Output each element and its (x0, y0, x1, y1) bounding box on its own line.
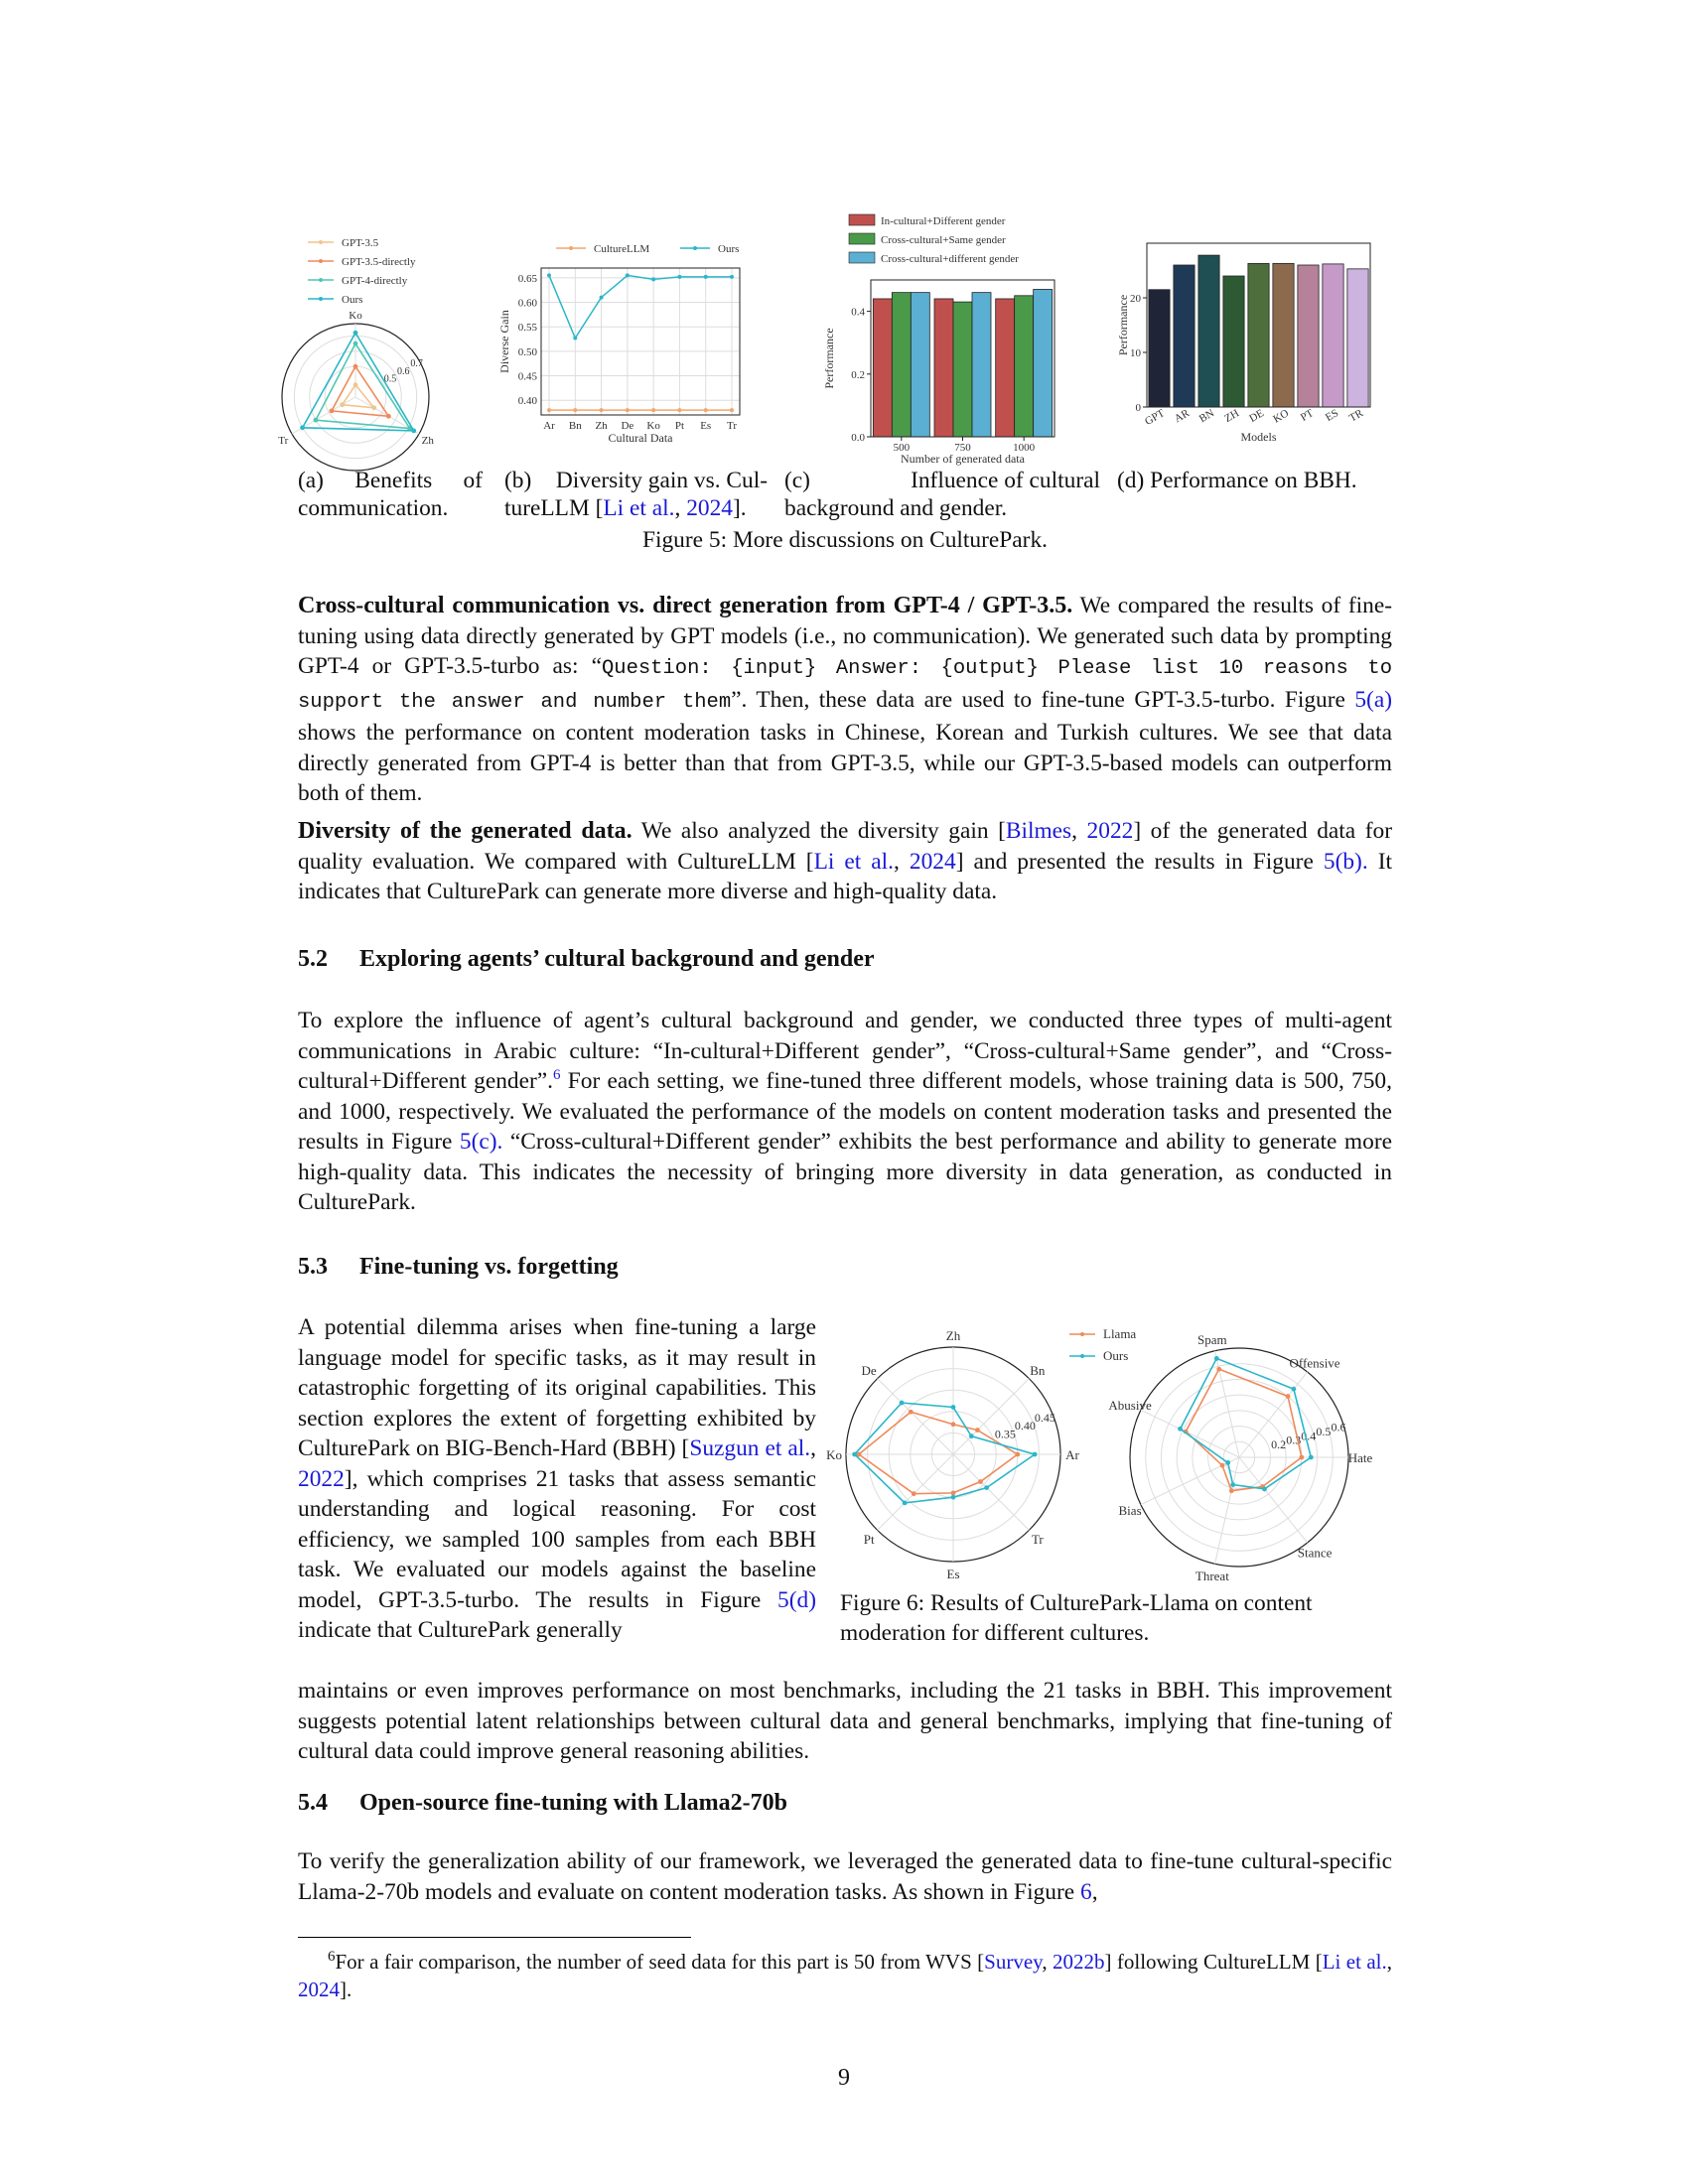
subcaption-text: Influence of cultural (911, 468, 1100, 493)
x-tick-label: BN (1196, 407, 1216, 426)
footnote-rule (298, 1937, 691, 1938)
radar-point (353, 364, 358, 369)
y-tick-label: 20 (1130, 293, 1141, 305)
radar-tick-label: 0.5 (383, 373, 397, 385)
legend-marker (693, 246, 697, 250)
x-tick-label: De (621, 420, 634, 432)
data-point (704, 408, 708, 412)
citation-separator: , (894, 848, 910, 875)
citation-year-link[interactable]: 2022b (1052, 1950, 1105, 1974)
paragraph-text: ”. Then, these data are used to fine-tune GPT-3.5-turbo. Figure (731, 686, 1355, 713)
radar-spoke (1141, 1410, 1239, 1457)
legend-swatch (849, 233, 875, 244)
x-tick-label: 500 (893, 442, 911, 454)
section-heading-5-3 (298, 1254, 619, 1281)
citation-link[interactable]: Survey (984, 1950, 1043, 1974)
citation-year-link[interactable]: 2024 (909, 848, 956, 875)
subcaption-text: background and gender. (784, 495, 1008, 521)
radar-tick-label: 0.45 (1034, 1410, 1055, 1425)
bar (1198, 255, 1219, 407)
x-tick-label: GPT (1143, 407, 1167, 428)
subcaption-text: ]. (732, 495, 747, 521)
legend-swatch (849, 252, 875, 263)
citation-year-link[interactable]: 2024 (686, 495, 733, 521)
radar-point (1262, 1487, 1267, 1492)
citation-link[interactable]: Li et al. (813, 848, 895, 875)
subcaption-5d (1117, 467, 1405, 494)
paragraph-text: For each setting, we fine-tuned three different models, whose training data is 500, 750, and 1000, respectively. We evaluated the performance of the models on content moderation tasks and presented the results in Figure (298, 1068, 1392, 1155)
section-heading-5-2 (298, 946, 875, 973)
radar-axis-label: Es (946, 1567, 960, 1581)
radar-point (1299, 1455, 1304, 1460)
radar-axis-label: Hate (1347, 1450, 1373, 1465)
footnote (298, 1948, 1392, 2003)
radar-axis-label: Spam (1197, 1332, 1227, 1348)
legend-label: Ours (1103, 1348, 1129, 1363)
radar-point (386, 414, 391, 419)
citation-year-link[interactable]: 2024 (298, 1978, 340, 2001)
paragraph-diversity (298, 816, 1392, 907)
y-tick-label: 0 (1135, 402, 1141, 414)
citation-year-link[interactable]: 2022 (298, 1465, 345, 1492)
bar (1034, 289, 1053, 437)
radar-axis-label: Bias (1118, 1502, 1142, 1518)
citation-separator: , (810, 1435, 816, 1461)
citation-link[interactable]: Bilmes (1005, 818, 1072, 844)
bar (1223, 276, 1244, 407)
citation-link[interactable]: Suzgun et al. (689, 1435, 811, 1461)
radar-axis-label: Tr (1031, 1531, 1044, 1547)
radar-point (353, 331, 358, 336)
legend-label: CultureLLM (594, 243, 650, 255)
y-tick-label: 10 (1130, 347, 1141, 359)
radar-point (1291, 1387, 1296, 1392)
radar-point (1216, 1367, 1221, 1372)
subcaption-label: (b) (504, 468, 532, 493)
x-tick-label: KO (1271, 407, 1291, 426)
data-point (573, 337, 577, 341)
x-tick-label: Pt (674, 420, 685, 432)
data-point (573, 408, 577, 412)
figure-6-caption: Figure 6: Results of CulturePark-Llama on content moderation for different cultures. (840, 1590, 1313, 1646)
radar-point (912, 1491, 916, 1496)
radar-point (1286, 1394, 1291, 1399)
radar-axis-label: Ar (1065, 1447, 1079, 1462)
paragraph-text: ], which comprises 21 tasks that assess semantic understanding and logical reasoning. For cost efficiency, we sampled 100 samples from each BBH task. We evaluated our models against the baseline model, GPT-3.5-turbo. The results in Figure (298, 1465, 816, 1613)
radar-tick-label: 0.35 (994, 1427, 1016, 1441)
section-title: Exploring agents’ cultural background and gender (359, 946, 875, 972)
x-tick-label: DE (1247, 407, 1266, 425)
paragraph-cross-cultural (298, 591, 1392, 809)
figure-5c-chart (819, 208, 1087, 472)
radar-point (1309, 1455, 1314, 1460)
legend-label: GPT-3.5-directly (342, 256, 416, 268)
paragraph-text: indicate that CulturePark generally (298, 1617, 623, 1643)
radar-tick-label: 0.5 (1316, 1424, 1332, 1438)
citation-link[interactable]: Li et al. (603, 495, 675, 521)
radar-point (340, 402, 345, 407)
paragraph-heading: Diversity of the generated data. (298, 818, 633, 844)
section-number: 5.2 (298, 946, 328, 972)
paragraph-text: , (1091, 1878, 1098, 1905)
paragraph-section-5-2 (298, 1006, 1392, 1218)
paragraph-text: We also analyzed the diversity gain [ (632, 818, 1006, 844)
paragraph-heading: Cross-cultural communication vs. direct generation from GPT-4 / GPT-3.5. (298, 593, 1073, 618)
x-tick-label: Ar (543, 420, 555, 432)
citation-separator: , (674, 495, 687, 521)
legend-swatch (849, 214, 875, 225)
data-point (600, 408, 604, 412)
section-title: Fine-tuning vs. forgetting (359, 1254, 619, 1280)
bar (934, 299, 953, 437)
radar-point (909, 1410, 914, 1415)
citation-separator: , (1071, 818, 1087, 844)
bar (953, 302, 972, 437)
bar (892, 293, 911, 437)
legend-marker (319, 297, 323, 301)
legend-label: Cross-cultural+Same gender (881, 234, 1006, 246)
data-point (651, 408, 655, 412)
radar-point (951, 1405, 956, 1410)
subcaption-label: (d) (1117, 468, 1145, 493)
subcaption-5b (504, 467, 768, 522)
figure-ref-5d[interactable]: 5(d) (777, 1586, 816, 1613)
bar (1298, 265, 1319, 407)
paragraph-section-5-3-wrap (298, 1312, 816, 1646)
radar-tick-label: 0.6 (397, 365, 410, 377)
subcaption-5a (298, 467, 483, 522)
plot-frame (541, 268, 740, 415)
citation-link[interactable]: Li et al. (1322, 1950, 1387, 1974)
legend-marker (319, 259, 323, 263)
data-point (730, 408, 734, 412)
page-number: 9 (838, 2065, 850, 2091)
citation-separator: , (1386, 1950, 1393, 1974)
radar-axis-label: Offensive (1289, 1355, 1340, 1371)
radar-axis-label: Bn (1030, 1363, 1046, 1379)
data-point (626, 273, 630, 277)
radar-point (852, 1452, 857, 1457)
footnote-text: ] following CultureLLM [ (1104, 1950, 1323, 1974)
x-tick-label: Tr (727, 420, 737, 432)
legend-marker (1080, 1332, 1084, 1336)
x-tick-label: 1000 (1013, 442, 1036, 454)
radar-point (1230, 1482, 1235, 1487)
radar-axis-label: Threat (1195, 1568, 1229, 1583)
radar-point (314, 418, 319, 423)
x-tick-label: 750 (954, 442, 971, 454)
section-number: 5.3 (298, 1254, 328, 1280)
bar (873, 299, 892, 437)
bar (1273, 263, 1294, 407)
radar-axis-label: De (861, 1363, 877, 1379)
legend-marker (319, 278, 323, 282)
y-tick-label: 0.55 (517, 322, 537, 335)
paragraph-text: It indicates that CulturePark can generate more diverse and high-quality data. (298, 848, 1393, 904)
figure-ref-5b[interactable]: 5(b). (1323, 848, 1368, 875)
radar-point (1229, 1488, 1234, 1493)
radar-spoke (953, 1379, 1029, 1454)
bar (911, 293, 929, 437)
x-tick-label: PT (1298, 407, 1316, 425)
paragraph-text: ] of the generated data for quality evaluation. We compared with CultureLLM [ (298, 818, 1392, 875)
section-number: 5.4 (298, 1790, 328, 1816)
y-tick-label: 0.2 (851, 368, 865, 381)
radar-point (353, 341, 358, 346)
subcaption-text: tureLLM [ (504, 495, 604, 521)
radar-point (969, 1433, 974, 1438)
radar-point (330, 408, 335, 413)
prompt-template-code: Question: {input} Answer: {output} Please list 10 reasons to support the answer and number them (298, 657, 1393, 714)
footnote-mark: 6 (328, 1949, 336, 1965)
radar-point (903, 1500, 908, 1505)
radar-axis-label: Zh (945, 1328, 961, 1343)
legend-label: In-cultural+Different gender (881, 215, 1006, 227)
radar-spoke (1239, 1457, 1308, 1543)
section-title: Open-source fine-tuning with Llama2-70b (359, 1790, 787, 1816)
bar (972, 293, 991, 437)
x-tick-label: AR (1172, 407, 1192, 426)
y-axis-label: Performance (1116, 294, 1130, 356)
x-tick-label: TR (1346, 407, 1365, 425)
paragraph-section-5-3-full (298, 1676, 1392, 1767)
figure-ref-6[interactable]: 6 (1079, 1878, 1092, 1905)
data-point (547, 273, 551, 277)
radar-point (951, 1490, 956, 1495)
y-tick-label: 0.40 (517, 395, 537, 408)
radar-tick-label: 0.2 (1271, 1437, 1287, 1452)
x-tick-label: Zh (595, 420, 608, 432)
y-axis-label: Performance (822, 328, 836, 389)
radar-axis-label: Stance (1297, 1545, 1333, 1561)
radar-axis-label: Zh (421, 435, 434, 447)
subcaption-5c (784, 467, 1100, 522)
section-heading-5-4 (298, 1790, 787, 1817)
radar-point (900, 1401, 905, 1406)
radar-point (300, 425, 305, 430)
x-tick-label: Bn (568, 420, 582, 432)
x-tick-label: Es (700, 420, 712, 432)
bar (1248, 263, 1269, 407)
legend-label: Ours (718, 243, 740, 255)
bar (1323, 264, 1343, 407)
subcaption-text: communication. (298, 495, 449, 521)
bar (1015, 296, 1034, 437)
y-tick-label: 0.50 (517, 345, 537, 358)
footnote-ref[interactable]: 6 (553, 1067, 561, 1084)
data-point (704, 275, 708, 279)
x-axis-label: Models (1240, 430, 1277, 444)
figure-5-caption: Figure 5: More discussions on CulturePark. (641, 527, 1048, 553)
radar-point (1015, 1452, 1020, 1457)
paragraph-section-5-4 (298, 1846, 1392, 1907)
radar-point (978, 1479, 983, 1484)
legend-label: GPT-4-directly (342, 275, 408, 287)
data-point (677, 275, 681, 279)
bar (996, 299, 1015, 437)
x-tick-label: ZH (1222, 407, 1241, 425)
footnote-text: ]. (340, 1978, 352, 2001)
legend-label: Cross-cultural+different gender (881, 253, 1019, 265)
data-point (730, 275, 734, 279)
legend-label: Ours (342, 294, 363, 306)
subcaption-label: (a) (298, 468, 324, 493)
radar-point (951, 1495, 956, 1500)
radar-point (411, 429, 416, 434)
bar (1174, 265, 1195, 407)
figure-ref-5a[interactable]: 5(a) (1354, 686, 1392, 713)
radar-tick-label: 0.3 (1286, 1433, 1302, 1447)
paragraph-text: To explore the influence of agent’s cultural background and gender, we conducted three types of multi-agent communications in Arabic culture: “In-cultural+Different gender”, “Cross-cultural+Same gender”, and “Cross-cultural+Different gender”. (298, 1008, 1392, 1094)
data-point (547, 408, 551, 412)
subcaption-text: of (463, 468, 483, 493)
y-tick-label: 0.4 (851, 306, 865, 319)
radar-point (984, 1485, 989, 1490)
radar-point (975, 1428, 980, 1433)
subcaption-text: Diversity gain vs. Cul- (555, 468, 768, 493)
radar-axis-label: Tr (278, 435, 289, 447)
radar-point (1178, 1427, 1183, 1432)
legend-label: GPT-3.5 (342, 237, 379, 249)
radar-point (371, 405, 376, 410)
citation-year-link[interactable]: 2022 (1086, 818, 1134, 844)
subcaption-label: (c) (784, 468, 810, 493)
radar-point (1220, 1463, 1225, 1468)
x-tick-label: Ko (646, 420, 660, 432)
radar-tick-label: 0.4 (1301, 1429, 1317, 1443)
x-axis-label: Number of generated data (901, 452, 1025, 466)
radar-point (1033, 1452, 1038, 1457)
radar-point (1225, 1460, 1230, 1465)
figure-5b-chart (496, 238, 765, 477)
legend-marker (569, 246, 573, 250)
data-point (626, 408, 630, 412)
legend-label: Llama (1103, 1326, 1137, 1341)
paragraph-text: shows the performance on content moderation tasks in Chinese, Korean and Turkish cultures. We see that data directly generated from GPT-4 is better than that from GPT-3.5, while our GPT-3.5-based models can outperform both of them. (298, 720, 1392, 806)
figure-ref-5c[interactable]: 5(c). (459, 1129, 503, 1155)
data-point (600, 296, 604, 300)
y-axis-label: Diverse Gain (497, 310, 511, 373)
paragraph-text: A potential dilemma arises when fine-tuning a large language model for specific tasks, as it may result in catastrophic forgetting of its original capabilities. This section explores the extent of forgetting exhibited by CulturePark on BIG-Bench-Hard (BBH) [ (298, 1314, 816, 1461)
bar (1149, 290, 1170, 407)
series-line (549, 275, 732, 338)
radar-spoke (1215, 1457, 1239, 1564)
figure-5a-chart (278, 208, 467, 477)
y-tick-label: 0.0 (851, 432, 865, 444)
paragraph-text: ] and presented the results in Figure (955, 848, 1324, 875)
legend-marker (1080, 1354, 1084, 1358)
radar-axis-label: Abusive (1108, 1398, 1152, 1414)
radar-point (951, 1422, 956, 1427)
bar (1347, 269, 1368, 407)
x-axis-label: Cultural Data (608, 431, 673, 445)
data-point (651, 277, 655, 281)
y-tick-label: 0.60 (517, 297, 537, 310)
paragraph-text: maintains or even improves performance on most benchmarks, including the 21 tasks in BBH. This improvement suggests potential latent relationships between cultural data and general benchmarks, implying that fine-tuning of cultural data could improve general reasoning abilities. (298, 1678, 1392, 1764)
figure-5d-chart (1117, 238, 1385, 462)
radar-axis-label: Ko (826, 1447, 842, 1462)
radar-tick-label: 0.40 (1014, 1419, 1036, 1433)
data-point (677, 408, 681, 412)
citation-separator: , (1042, 1950, 1053, 1974)
radar-point (353, 382, 358, 387)
paragraph-text: We compared the results of fine-tuning using data directly generated by GPT models (i.e., no communication). We generated such data by prompting GPT-4 or GPT-3.5-turbo as: “ (298, 593, 1393, 679)
radar-axis-label: Ko (349, 310, 362, 322)
x-tick-label: ES (1323, 407, 1340, 425)
paragraph-text: “Cross-cultural+Different gender” exhibits the best performance and ability to generate more high-quality data. This indicates the necessity of bringing more diversity in data generation, as conducted in CulturePark. (298, 1129, 1392, 1215)
subcaption-text: Performance on BBH. (1150, 468, 1357, 493)
paragraph-text: To verify the generalization ability of our framework, we leveraged the generated data to fine-tune cultural-specific Llama-2-70b models and evaluate on content moderation tasks. As shown in Figure (298, 1848, 1392, 1905)
radar-tick-label: 0.6 (1331, 1420, 1346, 1434)
radar-tick-label: 0.7 (410, 358, 423, 370)
y-tick-label: 0.65 (517, 272, 537, 285)
radar-point (1214, 1356, 1219, 1361)
footnote-text: For a fair comparison, the number of seed data for this part is 50 from WVS [ (335, 1950, 985, 1974)
subcaption-text: Benefits (354, 468, 433, 493)
radar-series-line (316, 343, 410, 429)
radar-axis-label: Pt (863, 1531, 875, 1547)
legend-marker (319, 240, 323, 244)
y-tick-label: 0.45 (517, 370, 537, 383)
